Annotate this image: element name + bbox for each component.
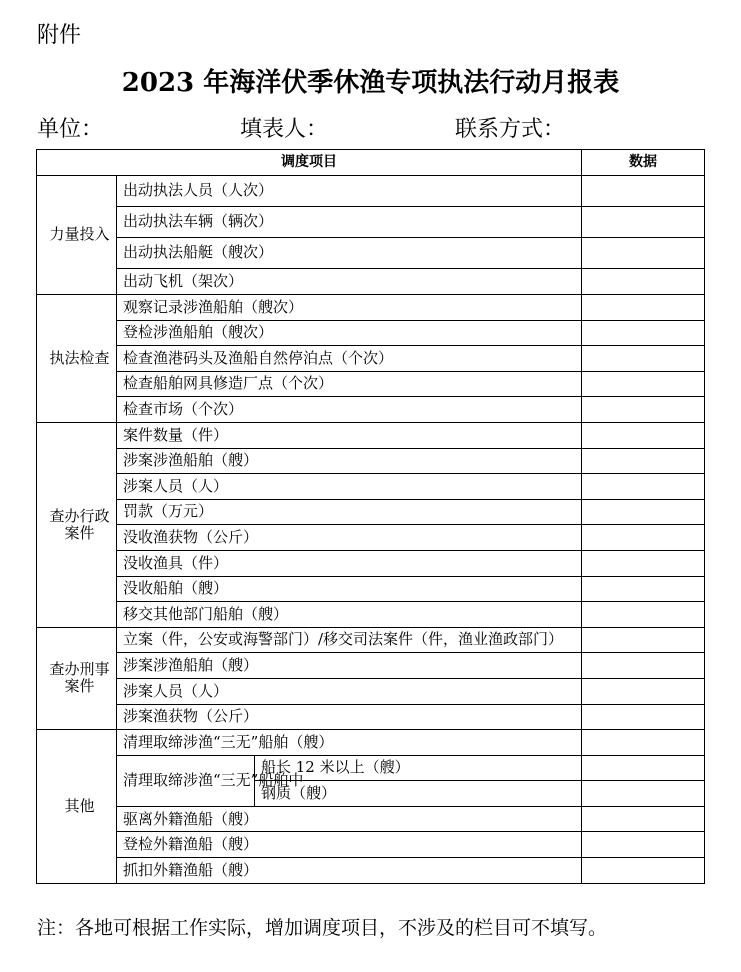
table-row <box>37 422 705 448</box>
category-other: 其他 <box>37 730 117 884</box>
data-cell[interactable] <box>582 627 705 653</box>
table-row <box>37 653 705 679</box>
table-row <box>37 238 705 269</box>
item-label: 清理取缔涉渔“三无”船舶（艘） <box>117 730 582 756</box>
category-force: 力量投入 <box>37 176 117 295</box>
table-row <box>37 602 705 628</box>
table-row <box>37 371 705 397</box>
data-cell[interactable] <box>582 602 705 628</box>
category-inspection: 执法检查 <box>37 295 117 423</box>
data-cell[interactable] <box>582 678 705 704</box>
item-label: 涉案人员（人） <box>117 474 582 500</box>
data-cell[interactable] <box>582 474 705 500</box>
table-header-row <box>37 150 705 176</box>
data-cell[interactable] <box>582 295 705 321</box>
report-table <box>36 149 705 884</box>
data-cell[interactable] <box>582 207 705 238</box>
item-label: 登检涉渔船舶（艘次） <box>117 320 582 346</box>
item-label: 观察记录涉渔船舶（艘次） <box>117 295 582 321</box>
contact-label: 联系方式： <box>455 117 566 142</box>
data-cell[interactable] <box>582 806 705 832</box>
category-admin-line1: 查办行政 <box>49 506 110 525</box>
category-criminal <box>37 627 117 729</box>
item-label: 罚款（万元） <box>117 499 582 525</box>
item-label: 出动飞机（架次） <box>117 269 582 295</box>
item-label: 驱离外籍渔船（艘） <box>117 806 582 832</box>
table-row <box>37 627 705 653</box>
data-cell[interactable] <box>582 704 705 730</box>
table-row <box>37 320 705 346</box>
data-cell[interactable] <box>582 730 705 756</box>
category-criminal-line2: 案件 <box>64 677 95 696</box>
data-cell[interactable] <box>582 320 705 346</box>
item-label: 船长 12 米以上（艘） <box>255 755 582 781</box>
item-label: 出动执法船艇（艘次） <box>117 238 582 269</box>
table-row <box>37 550 705 576</box>
attachment-label: 附件 <box>37 23 82 48</box>
table-row <box>37 678 705 704</box>
item-label: 立案（件，公安或海警部门）/移交司法案件（件，渔业渔政部门） <box>117 627 582 653</box>
table-row <box>37 448 705 474</box>
table-row <box>37 576 705 602</box>
table-row <box>37 499 705 525</box>
data-cell[interactable] <box>582 176 705 207</box>
item-label: 涉案涉渔船舶（艘） <box>117 653 582 679</box>
data-cell[interactable] <box>582 755 705 781</box>
report-title: 2023 年海洋伏季休渔专项执法行动月报表 <box>121 68 620 98</box>
column-header-data: 数据 <box>582 150 705 176</box>
data-cell[interactable] <box>582 499 705 525</box>
table-row <box>37 207 705 238</box>
data-cell[interactable] <box>582 346 705 372</box>
item-label: 没收渔具（件） <box>117 550 582 576</box>
item-label: 案件数量（件） <box>117 422 582 448</box>
data-cell[interactable] <box>582 781 705 807</box>
data-cell[interactable] <box>582 550 705 576</box>
item-label: 移交其他部门船舶（艘） <box>117 602 582 628</box>
unit-label: 单位： <box>37 117 104 142</box>
table-row <box>37 269 705 295</box>
data-cell[interactable] <box>582 269 705 295</box>
column-header-item: 调度项目 <box>37 150 582 176</box>
footnote: 注：各地可根据工作实际，增加调度项目，不涉及的栏目可不填写。 <box>37 917 608 939</box>
table-row <box>37 832 705 858</box>
data-cell[interactable] <box>582 576 705 602</box>
data-cell[interactable] <box>582 397 705 423</box>
sub-group-label: 清理取缔涉渔“三无”船舶中 <box>117 755 255 806</box>
item-label: 出动执法人员（人次） <box>117 176 582 207</box>
table-row <box>37 755 705 781</box>
table-row <box>37 525 705 551</box>
table-row <box>37 397 705 423</box>
header-fields <box>37 112 717 142</box>
item-label: 涉案涉渔船舶（艘） <box>117 448 582 474</box>
table-row <box>37 858 705 884</box>
data-cell[interactable] <box>582 238 705 269</box>
table-row <box>37 295 705 321</box>
item-label: 检查渔港码头及渔船自然停泊点（个次） <box>117 346 582 372</box>
category-admin-line2: 案件 <box>64 523 95 542</box>
table-row <box>37 176 705 207</box>
data-cell[interactable] <box>582 653 705 679</box>
item-label: 检查市场（个次） <box>117 397 582 423</box>
filler-label: 填表人： <box>240 117 329 142</box>
table-row <box>37 730 705 756</box>
data-cell[interactable] <box>582 525 705 551</box>
data-cell[interactable] <box>582 858 705 884</box>
table-row <box>37 704 705 730</box>
item-label: 抓扣外籍渔船（艘） <box>117 858 582 884</box>
item-label: 没收船舶（艘） <box>117 576 582 602</box>
item-label: 钢质（艘） <box>255 781 582 807</box>
category-criminal-line1: 查办刑事 <box>49 660 110 679</box>
table-row <box>37 474 705 500</box>
item-label: 涉案渔获物（公斤） <box>117 704 582 730</box>
item-label: 出动执法车辆（辆次） <box>117 207 582 238</box>
item-label: 登检外籍渔船（艘） <box>117 832 582 858</box>
item-label: 涉案人员（人） <box>117 678 582 704</box>
data-cell[interactable] <box>582 422 705 448</box>
table-row <box>37 806 705 832</box>
data-cell[interactable] <box>582 448 705 474</box>
item-label: 检查船舶网具修造厂点（个次） <box>117 371 582 397</box>
data-cell[interactable] <box>582 371 705 397</box>
item-label: 没收渔获物（公斤） <box>117 525 582 551</box>
table-row <box>37 346 705 372</box>
data-cell[interactable] <box>582 832 705 858</box>
category-admin <box>37 422 117 627</box>
